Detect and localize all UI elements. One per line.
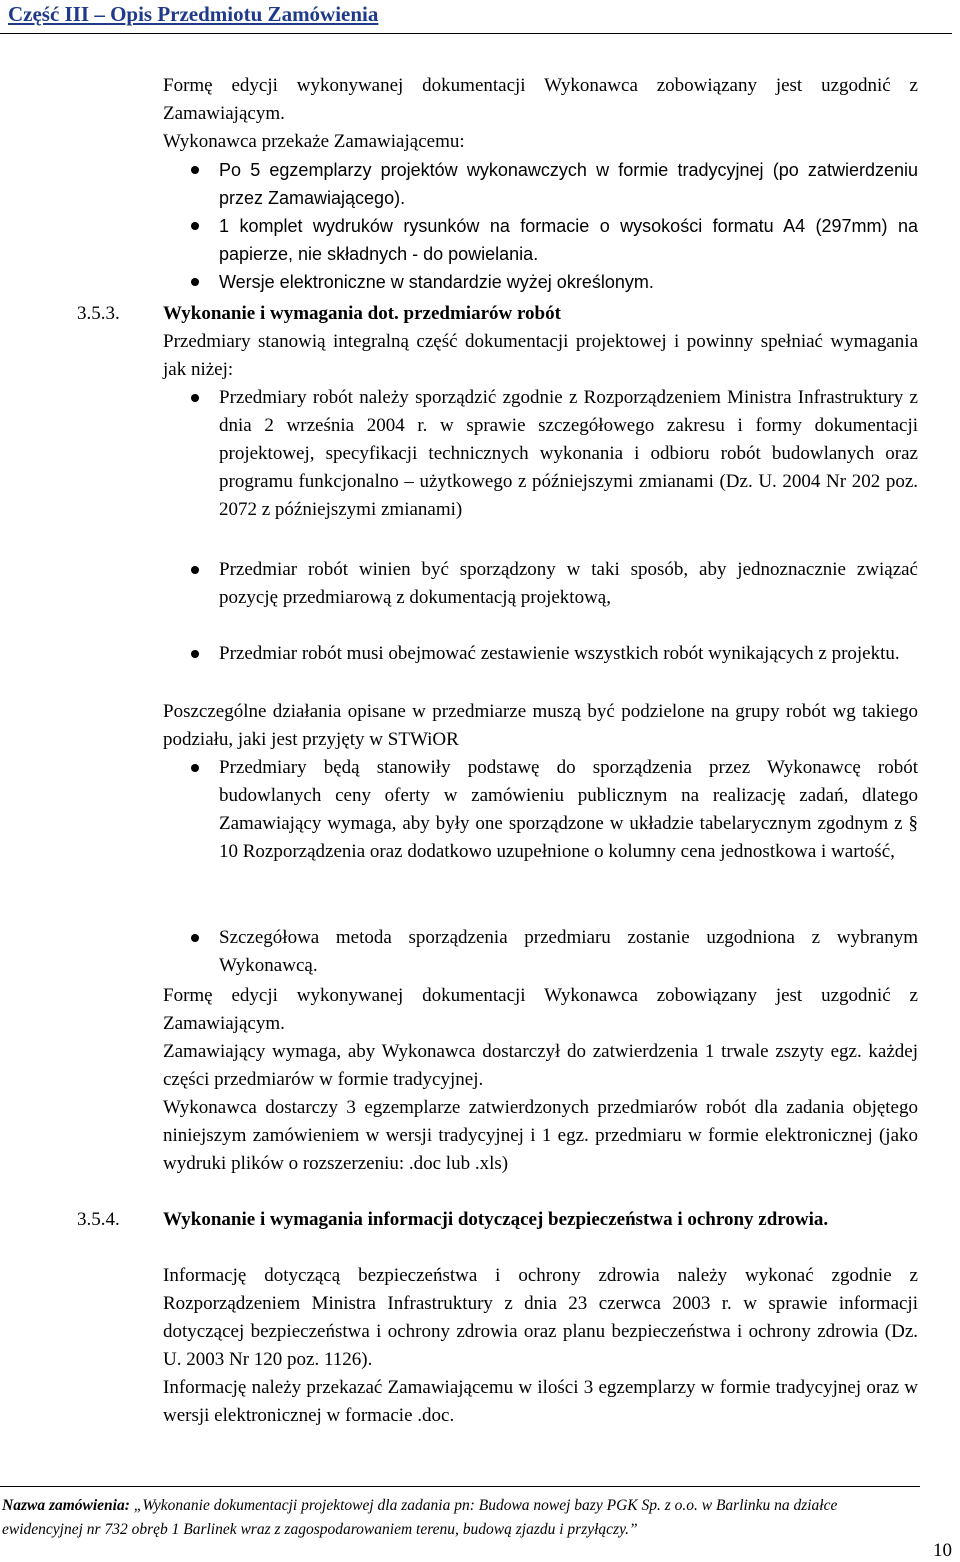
section-number-353: 3.5.3. xyxy=(77,303,120,324)
paragraph-6: Zamawiający wymaga, aby Wykonawca dostarczył do zatwierdzenia 1 trwale zszyty egz. każdej części przedmiarów w formie tradycyjnej. xyxy=(163,1041,918,1090)
list2-item-3: Przedmiar robót musi obejmować zestawienie wszystkich robót wynikających z projektu. xyxy=(219,643,900,664)
footer-label: Nazwa zamówienia: xyxy=(2,1497,130,1514)
bullet-icon xyxy=(191,650,199,658)
paragraph-9: Informację należy przekazać Zamawiającemu w ilości 3 egzemplarzy w formie tradycyjnej oraz w wersji elektronicznej w formacie .doc. xyxy=(163,1377,918,1426)
bullet-icon xyxy=(191,934,199,942)
list3-item-1: Przedmiary będą stanowiły podstawę do sporządzenia przez Wykonawcę robót budowlanych ceny oferty w zamówieniu publicznym na realizację zadań, dlatego Zamawiający wymaga, aby były one sporządzone w układzie tabelarycznym zgodnym z § 10 Rozporządzenia oraz dodatkowo uzupełnione o kolumny cena jednostkowa i wartość, xyxy=(219,757,918,862)
paragraph-8: Informację dotyczącą bezpieczeństwa i ochrony zdrowia należy wykonać zgodnie z Rozporządzeniem Ministra Infrastruktury z dnia 23 czerwca 2003 r. w sprawie informacji dotyczącej bezpieczeństwa i ochrony zdrowia oraz planu bezpieczeństwa i ochrony zdrowia (Dz. U. 2003 Nr 120 poz. 1126). xyxy=(163,1265,918,1370)
list1-item-1: Po 5 egzemplarzy projektów wykonawczych w formie tradycyjnej (po zatwierdzeniu przez Zamawiającego). xyxy=(219,160,918,208)
section-title-354: Wykonanie i wymagania informacji dotyczącej bezpieczeństwa i ochrony zdrowia. xyxy=(163,1209,829,1230)
list2-item-1: Przedmiary robót należy sporządzić zgodnie z Rozporządzeniem Ministra Infrastruktury z dnia 2 września 2004 r. w sprawie szczegółowego zakresu i formy dokumentacji projektowej, specyfikacji technicznych wykonania i odbioru robót budowlanych oraz programu funkcjonalno – użytkowego z późniejszymi zmianami (Dz. U. 2004 Nr 202 poz. 2072 z późniejszymi zmianami) xyxy=(219,387,918,520)
paragraph-4: Poszczególne działania opisane w przedmiarze muszą być podzielone na grupy robót wg takiego podziału, jaki jest przyjęty w STWiOR xyxy=(163,701,918,750)
bullet-icon xyxy=(191,394,199,402)
section-number-354: 3.5.4. xyxy=(77,1209,120,1230)
header-rule xyxy=(0,33,952,34)
bullet-icon xyxy=(191,566,199,574)
bullet-icon xyxy=(191,764,199,772)
paragraph-1: Formę edycji wykonywanej dokumentacji Wykonawca zobowiązany jest uzgodnić z Zamawiającym. xyxy=(163,75,918,124)
bullet-icon xyxy=(191,222,199,230)
list3-item-2: Szczegółowa metoda sporządzenia przedmiaru zostanie uzgodniona z wybranym Wykonawcą. xyxy=(219,927,918,976)
bullet-icon xyxy=(191,278,199,286)
paragraph-3: Przedmiary stanowią integralną część dokumentacji projektowej i powinny spełniać wymagania jak niżej: xyxy=(163,331,918,380)
page-number: 10 xyxy=(933,1540,952,1561)
footer-rule xyxy=(0,1486,920,1487)
list2-item-2: Przedmiar robót winien być sporządzony w taki sposób, aby jednoznacznie związać pozycję przedmiarową z dokumentacją projektową, xyxy=(219,559,918,608)
section-title-353: Wykonanie i wymagania dot. przedmiarów robót xyxy=(163,303,561,324)
paragraph-7: Wykonawca dostarczy 3 egzemplarze zatwierdzonych przedmiarów robót dla zadania objętego niniejszym zamówieniem w wersji tradycyjnej i 1 egz. przedmiaru w formie elektronicznej (jako wydruki plików o rozszerzeniu: .doc lub .xls) xyxy=(163,1097,918,1174)
paragraph-5: Formę edycji wykonywanej dokumentacji Wykonawca zobowiązany jest uzgodnić z Zamawiającym. xyxy=(163,985,918,1034)
bullet-icon xyxy=(191,166,199,174)
paragraph-2: Wykonawca przekaże Zamawiającemu: xyxy=(163,131,465,152)
list1-item-3: Wersje elektroniczne w standardzie wyżej określonym. xyxy=(219,272,654,292)
list1-item-2: 1 komplet wydruków rysunków na formacie o wysokości formatu A4 (297mm) na papierze, nie składnych - do powielania. xyxy=(219,216,918,264)
header-title: Część III – Opis Przedmiotu Zamówienia xyxy=(8,2,379,26)
page-header xyxy=(4,0,956,30)
page-footer xyxy=(2,1494,922,1542)
footer-text: „Wykonanie dokumentacji projektowej dla zadania pn: Budowa nowej bazy PGK Sp. z o.o. w Barlinku na działce ewidencyjnej nr 732 obręb 1 Barlinek wraz z zagospodarowaniem terenu, budową zjazdu i przyłączy.” xyxy=(2,1497,838,1538)
